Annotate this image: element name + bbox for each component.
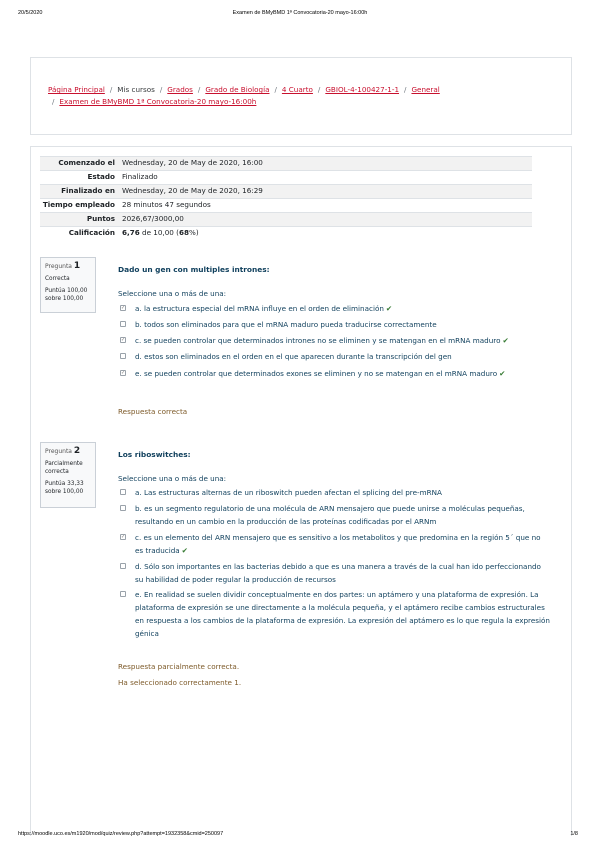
checkbox-icon[interactable] [120,489,126,495]
checkbox-icon[interactable]: ✓ [121,337,126,343]
question-label: Pregunta [45,448,72,455]
question-state: Correcta [45,276,70,282]
breadcrumb-item-grados[interactable]: Grados [167,85,193,94]
checkbox-icon[interactable]: ✓ [121,534,126,540]
breadcrumb-separator: / [317,85,321,94]
check-icon: ✔ [502,336,509,345]
breadcrumb [48,84,548,108]
print-page-number: 1/8 [570,831,578,837]
summary-label: Estado [87,172,115,181]
option-text: e. se pueden controlar que determinados exones se eliminen y no se matengan en el mRNA maduro [135,369,498,378]
question-label: Pregunta [45,263,72,270]
summary-row [40,171,532,185]
summary-row [40,227,532,241]
question-info-1 [40,257,96,313]
summary-label: Finalizado en [61,186,115,195]
option-text: d. estos son eliminados en el orden en el que aparecen durante la transcripción del gen [135,352,452,361]
check-icon: ✔ [499,369,506,378]
question-text: Dado un gen con multiples intrones: [118,265,270,274]
answer-prompt: Seleccione una o más de una: [118,289,227,298]
grade-close: %) [188,228,199,237]
option-text: a. Las estructuras alternas de un riboswitch pueden afectan el splicing del pre-mRNA [135,488,442,497]
option-text: c. se pueden controlar que determinados intrones no se eliminen y se matengan en el mRNA maduro [135,336,501,345]
breadcrumb-item-my-courses: Mis cursos [117,85,155,94]
breadcrumb-separator: / [159,85,163,94]
option-text: e. En realidad se suelen dividir conceptualmente en dos partes: un aptámero y una plataforma de expresión. La plataforma de expresión se une directamente a la molécula pequeña, y el aptámero recibe cambios estructurales en respuesta a los cambios de la plataforma de expresión. La expresión del aptámero es lo que regula la expresión génica [135,590,550,638]
print-url: https://moodle.uco.es/m1920/mod/quiz/review.php?attempt=1932358&cmid=250097 [18,831,224,837]
summary-value: Wednesday, 20 de May de 2020, 16:29 [122,186,263,195]
answer-option[interactable] [120,302,550,315]
checkbox-icon[interactable] [120,505,126,511]
answer-option[interactable] [120,318,550,331]
checkbox-icon[interactable] [120,563,126,569]
checkbox-icon[interactable] [120,591,126,597]
question-info-2 [40,442,96,508]
grade-scale: de 10,00 ( [139,228,179,237]
summary-label: Puntos [86,214,115,223]
summary-value: 2026,67/3000,00 [122,214,184,223]
grade-percent: 68 [178,228,189,237]
question-number [45,447,91,456]
question-grade: Puntúa 33,33 sobre 100,00 [45,481,84,495]
attempt-summary-table [40,156,532,240]
check-icon: ✔ [181,546,188,555]
answer-option[interactable] [120,367,550,380]
summary-value: Finalizado [122,172,158,181]
breadcrumb-item-cuarto[interactable]: 4 Cuarto [281,85,313,94]
question-text: Los riboswitches: [118,450,191,459]
summary-value: 28 minutos 47 segundos [122,200,211,209]
option-text: a. la estructura especial del mRNA influye en el orden de eliminación [135,304,384,313]
breadcrumb-separator: / [404,85,407,94]
breadcrumb-item-course[interactable]: GBIOL-4-100427-1-1 [325,85,400,94]
option-text: d. Sólo son importantes en las bacterias debido a que es una manera a través de la cual han ido perfeccionando su habilidad de poder regular la producción de recursos [135,562,541,584]
answer-option[interactable] [120,560,550,586]
grade-number: 6,76 [122,228,140,237]
print-title: Examen de BMyBMD 1ª Convocatoria-20 mayo-16:00h [232,10,368,16]
question-feedback-detail: Ha seleccionado correctamente 1. [118,678,242,687]
question-number [45,262,91,271]
question-state: Parcialmente correcta [45,461,83,475]
summary-row [40,213,532,227]
summary-label: Tiempo empleado [42,200,115,209]
print-date: 20/5/2020 [18,10,43,16]
summary-label: Comenzado el [58,158,115,167]
grade-value [118,227,532,241]
breadcrumb-separator: / [274,85,277,94]
checkbox-icon[interactable]: ✓ [121,370,126,376]
answer-option[interactable] [120,350,550,363]
summary-row [40,157,532,171]
option-text: b. todos son eliminados para que el mRNA maduro pueda traducirse correctamente [135,320,437,329]
breadcrumb-item-general[interactable]: General [411,85,440,94]
answer-option[interactable] [120,502,550,528]
question-number-value: 1 [73,261,81,271]
answer-option[interactable] [120,531,550,557]
checkbox-icon[interactable]: ✓ [121,305,126,311]
summary-row [40,199,532,213]
answer-option[interactable] [120,486,550,499]
answer-option[interactable] [120,588,550,640]
summary-label: Calificación [68,228,115,237]
breadcrumb-separator: / [52,97,55,106]
breadcrumb-item-home[interactable]: Página Principal [48,85,105,94]
breadcrumb-separator: / [109,85,113,94]
question-grade: Puntúa 100,00 sobre 100,00 [45,288,88,302]
option-text: c. es un elemento del ARN mensajero que es sensitivo a los metabolitos y que predomina en la región 5´ que no es traducida [135,533,541,555]
breadcrumb-item-grado-biologia[interactable]: Grado de Biología [205,85,270,94]
question-feedback: Respuesta parcialmente correcta. [118,662,240,671]
answer-option[interactable] [120,334,550,347]
summary-value: Wednesday, 20 de May de 2020, 16:00 [122,158,263,167]
breadcrumb-item-exam[interactable]: Examen de BMyBMD 1ª Convocatoria-20 mayo-16:00h [59,97,257,106]
question-number-value: 2 [73,446,81,456]
summary-row [40,185,532,199]
checkbox-icon[interactable] [120,353,126,359]
checkbox-icon[interactable] [120,321,126,327]
answer-prompt: Seleccione una o más de una: [118,474,227,483]
breadcrumb-separator: / [197,85,201,94]
option-text: b. es un segmento regulatorio de una molécula de ARN mensajero que puede unirse a moléculas pequeñas, resultando en un cambio en la producción de las proteínas codificadas por el ARNm [135,504,525,526]
check-icon: ✔ [385,304,393,313]
question-feedback: Respuesta correcta [118,407,188,416]
